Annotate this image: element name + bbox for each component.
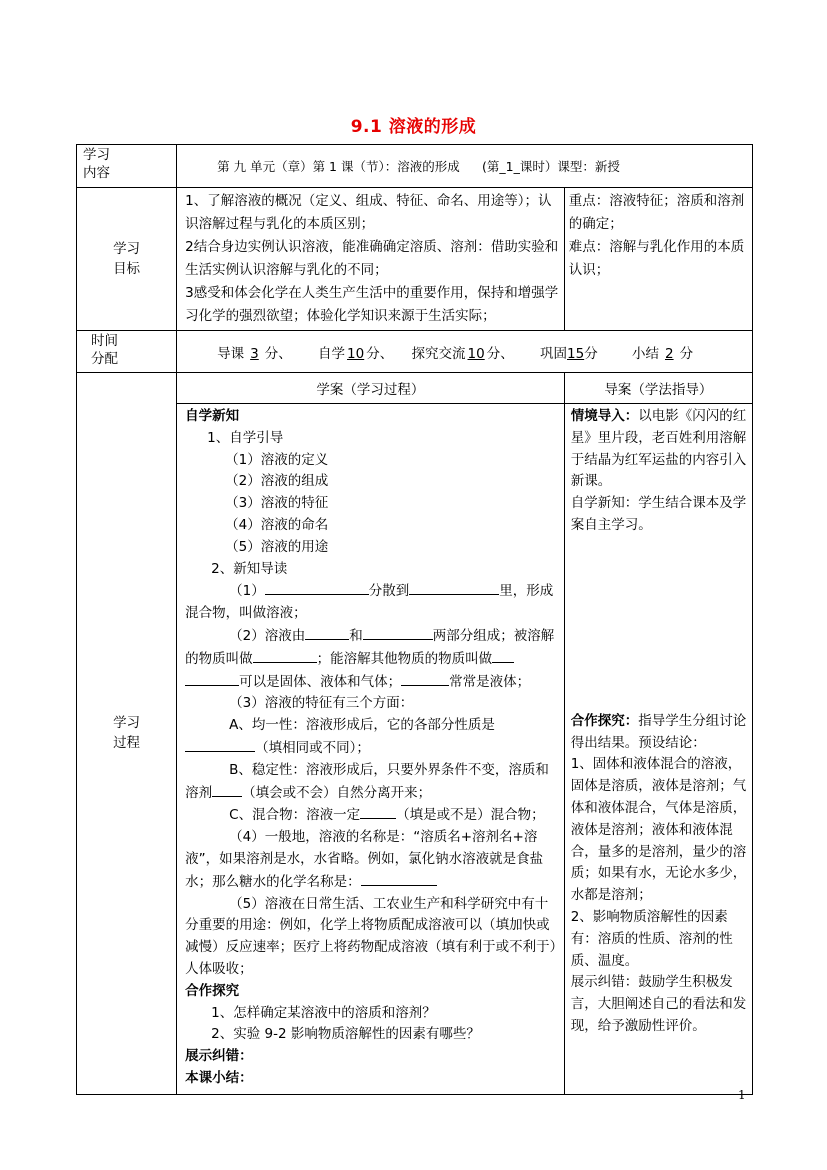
question-1: （1） 分散到 里，形成混合物，叫做溶液； — [185, 580, 558, 625]
question-3-heading: （3）溶液的特征有三个方面： — [229, 695, 414, 712]
blank — [305, 625, 349, 640]
summary-title: 本课小结： — [185, 1069, 253, 1086]
content-label: 学习内容 — [77, 145, 177, 188]
time-item: 巩固15分 — [540, 345, 598, 362]
blank — [185, 671, 239, 686]
goal-item: 2结合身边实例认识溶液，能准确确定溶质、溶剂：借助实验和生活实例认识溶解与乳化的不同； — [185, 239, 559, 278]
question-3c: C、混合物：溶液一定 （填是或不是）混合物； — [185, 804, 558, 827]
coop-title: 合作探究 — [185, 982, 240, 999]
time-item: 导课 3 分、 — [217, 345, 292, 362]
goals-row — [77, 188, 753, 331]
show-title: 展示纠错： — [185, 1048, 253, 1065]
coop-question: 2、实验 9-2 影响物质溶解性的因素有哪些？ — [211, 1026, 480, 1043]
document-title: 9.1 溶液的形成 — [350, 117, 477, 137]
blank — [265, 580, 369, 595]
process-label: 学习过程 — [77, 373, 177, 1095]
guide-item: （2）溶液的组成 — [225, 473, 329, 490]
guide-column-header: 导案（学法指导） — [564, 373, 752, 404]
page-number: 1 — [738, 1088, 746, 1102]
blank — [409, 580, 499, 595]
scene-intro: 情境导入：以电影《闪闪的红星》里片段，老百姓利用溶解于结晶为红军运盐的内容引入新课。 — [570, 408, 747, 490]
content-row — [77, 145, 753, 188]
process-header-row — [77, 373, 753, 404]
coop-question: 1、怎样确定某溶液中的溶质和溶剂？ — [211, 1004, 436, 1021]
blank — [361, 871, 437, 886]
goals-list — [177, 188, 565, 331]
time-item: 自学 10 分、 — [318, 345, 394, 362]
coop-guide: 合作探究：指导学生分组讨论得出结果。预设结论： — [570, 712, 747, 751]
key-point: 重点：溶液特征；溶质和溶剂的确定； — [568, 193, 745, 232]
teaching-guide — [564, 404, 752, 1095]
case-column-header: 学案（学习过程） — [177, 373, 565, 404]
goals-label: 学习目标 — [77, 188, 177, 331]
time-item: 探究交流 10 分、 — [411, 345, 514, 362]
show-guide: 展示纠错：鼓励学生积极发言，大胆阐述自己的看法和发现，给予激励性评价。 — [570, 974, 747, 1034]
lesson-header — [177, 145, 753, 188]
guide-heading: 1、自学引导 — [207, 429, 284, 446]
difficulty-point: 难点：溶解与乳化作用的本质认识； — [568, 239, 745, 278]
goal-item: 3感受和体会化学在人类生产生活中的重要作用，保持和增强学习化学的强烈欲望；体验化学知识来源于生活实际； — [185, 285, 559, 324]
question-3a: A、均一性：溶液形成后，它的各部分性质是 （填相同或不同）； — [185, 715, 558, 760]
lesson-plan-table — [76, 144, 753, 1095]
time-item: 小结 2 分 — [631, 345, 694, 362]
guide-item: （3）溶液的特征 — [225, 495, 329, 512]
lesson-unit: 第 九 单元（章）第 1 课（节）：溶液的形成 — [217, 159, 460, 174]
question-4: （4）一般地，溶液的名称是：“溶质名+溶剂名+溶液”，如果溶剂是水，水省略。例如，氯化钠水溶液就是食盐水；那么糖水的化学名称是： — [185, 829, 544, 890]
coop-conclusion: 1、固体和液体混合的溶液，固体是溶质，液体是溶剂；气体和液体混合，气体是溶质，液体是溶剂；液体和液体混合，量多的是溶剂，量少的溶质；如果有水，无论水多少，水都是溶剂； — [570, 756, 747, 904]
question-2: （2）溶液由 和 两部分组成；被溶解的物质叫做 ；能溶解其他物质的物质叫做 可以是固体、液体和气体； 常常是液体； — [185, 625, 558, 693]
guide-item: （1）溶液的定义 — [225, 451, 329, 468]
learning-process — [177, 404, 565, 1095]
blank — [401, 671, 449, 686]
question-3b: B、稳定性：溶液形成后，只要外界条件不变，溶质和溶剂 （填会或不会）自然分离开来； — [185, 761, 549, 801]
blank — [360, 804, 396, 819]
goal-item: 1、了解溶液的概况（定义、组成、特征、命名、用途等）；认识溶解过程与乳化的本质区别； — [185, 193, 552, 232]
blank — [185, 737, 255, 752]
time-label: 时间分配 — [77, 331, 177, 373]
guide-item: （5）溶液的用途 — [225, 538, 329, 555]
coop-conclusion: 2、影响物质溶解性的因素有：溶质的性质、溶剂的性质、温度。 — [570, 908, 733, 969]
question-5: （5）溶液在日常生活、工农业生产和科学研究中有十分重要的用途：例如，化学上将物质配成溶液可以（填加快或减慢）反应速率；医疗上将药物配成溶液（填有利于或不利于）人体吸收； — [185, 895, 557, 977]
self-study-title: 自学新知 — [185, 408, 240, 424]
blank — [492, 648, 514, 663]
lesson-period: (第_1_课时）课型：新授 — [482, 159, 620, 174]
time-row — [77, 331, 753, 373]
blank — [212, 782, 242, 797]
self-study-guide: 自学新知：学生结合课本及学案自主学习。 — [570, 495, 747, 533]
guide-item: （4）溶液的命名 — [225, 516, 329, 533]
key-points — [564, 188, 752, 331]
read-heading: 2、新知导读 — [211, 560, 288, 577]
blank — [253, 648, 317, 663]
process-body-row — [77, 404, 753, 1095]
time-allocation — [177, 331, 753, 373]
blank — [363, 625, 433, 640]
